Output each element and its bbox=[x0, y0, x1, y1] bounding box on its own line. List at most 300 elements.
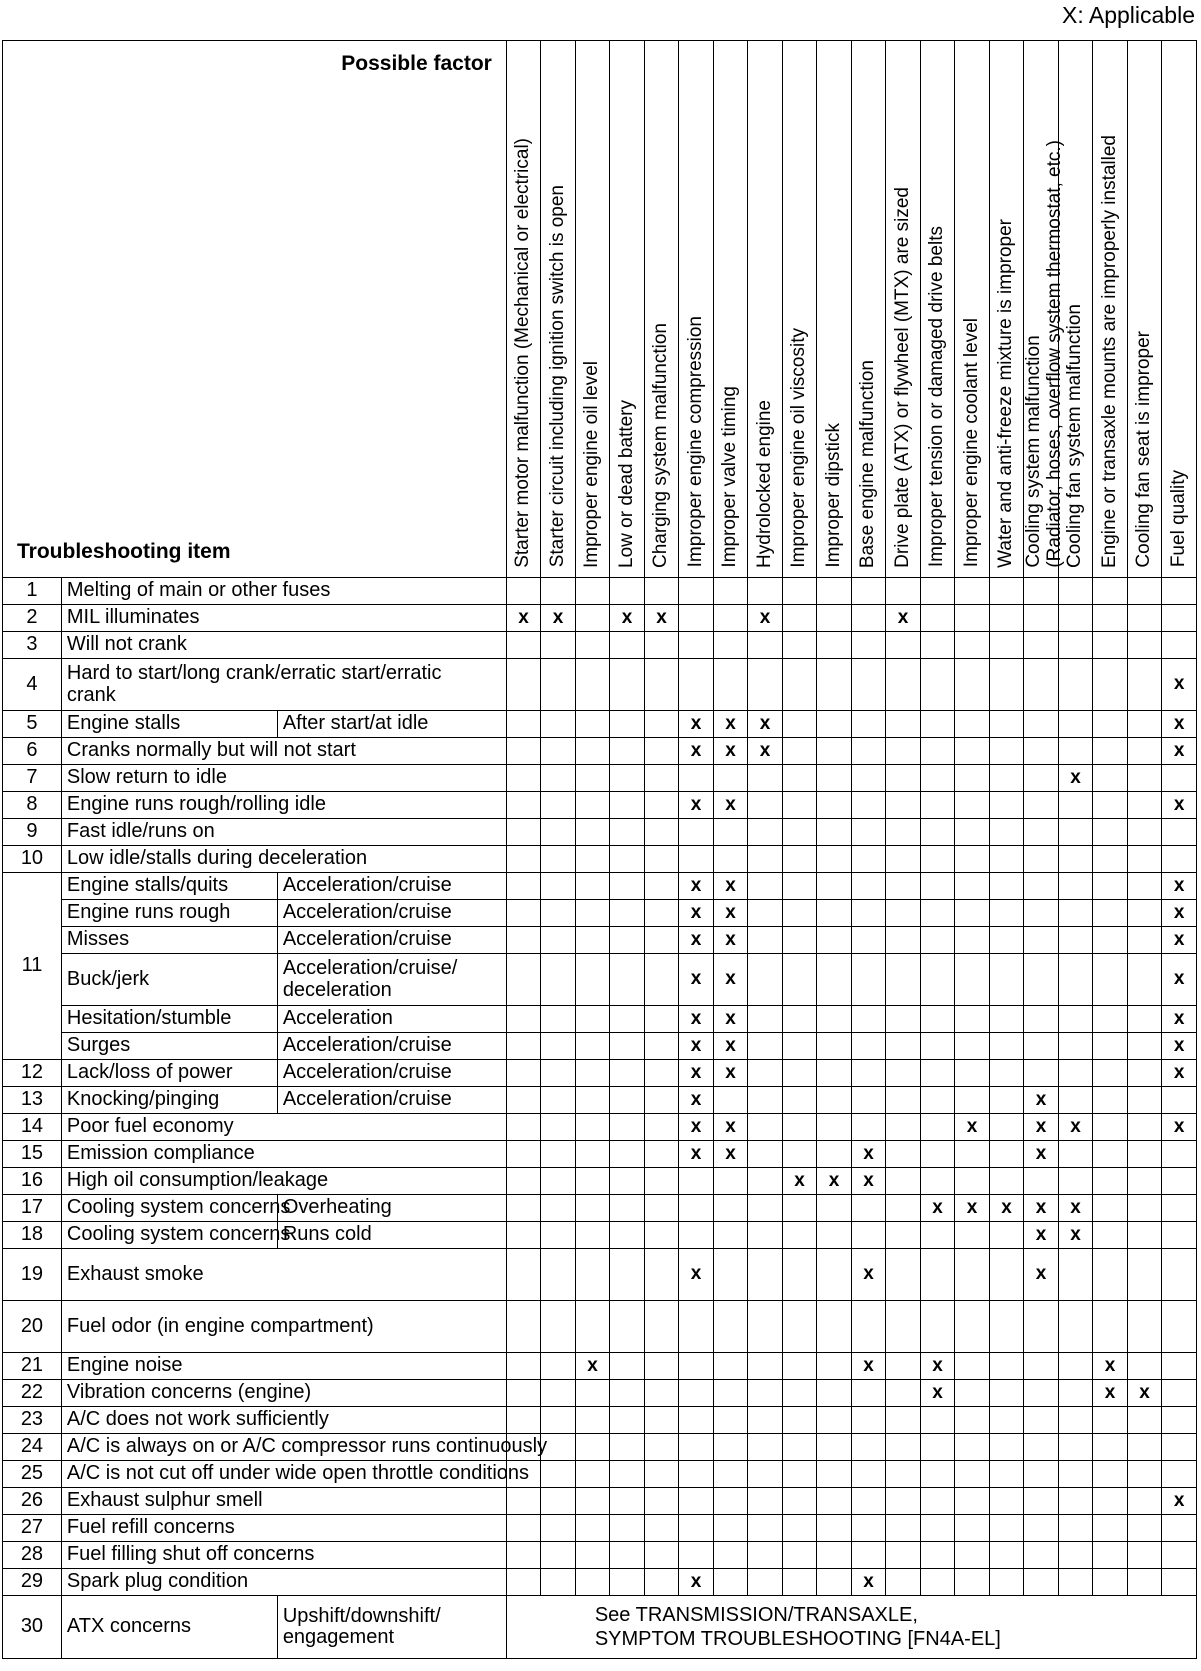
item-cell: Exhaust sulphur smell bbox=[61, 1488, 506, 1515]
mark-cell bbox=[748, 1301, 783, 1353]
mark-cell bbox=[575, 873, 610, 900]
item-cell: Melting of main or other fuses bbox=[61, 578, 506, 605]
mark-cell: x bbox=[920, 1380, 955, 1407]
mark-cell bbox=[782, 792, 817, 819]
mark-cell bbox=[989, 1033, 1024, 1060]
mark-cell bbox=[851, 819, 886, 846]
mark-cell bbox=[748, 1461, 783, 1488]
mark-cell bbox=[1058, 1434, 1093, 1461]
mark-cell bbox=[541, 711, 576, 738]
mark-cell: x bbox=[713, 711, 748, 738]
mark-cell bbox=[989, 900, 1024, 927]
mark-cell: x bbox=[1024, 1114, 1059, 1141]
mark-cell bbox=[920, 1141, 955, 1168]
mark-cell bbox=[1024, 1380, 1059, 1407]
mark-cell bbox=[748, 1195, 783, 1222]
mark-cell bbox=[1024, 900, 1059, 927]
mark-cell bbox=[989, 1434, 1024, 1461]
mark-cell: x bbox=[1058, 1222, 1093, 1249]
mark-cell bbox=[1024, 711, 1059, 738]
mark-cell bbox=[886, 738, 921, 765]
mark-cell bbox=[575, 846, 610, 873]
mark-cell bbox=[1058, 578, 1093, 605]
mark-cell bbox=[955, 711, 990, 738]
item-cell: Hesitation/stumble bbox=[61, 1006, 277, 1033]
mark-cell bbox=[1058, 1168, 1093, 1195]
row-number: 15 bbox=[3, 1141, 62, 1168]
mark-cell bbox=[541, 954, 576, 1006]
mark-cell bbox=[644, 954, 679, 1006]
mark-cell bbox=[851, 632, 886, 659]
mark-cell bbox=[713, 1380, 748, 1407]
mark-cell: x bbox=[713, 1006, 748, 1033]
item-cell: Fast idle/runs on bbox=[61, 819, 506, 846]
mark-cell bbox=[1024, 1542, 1059, 1569]
mark-cell bbox=[610, 927, 645, 954]
mark-cell bbox=[1058, 1087, 1093, 1114]
mark-cell bbox=[748, 927, 783, 954]
mark-cell bbox=[817, 1222, 852, 1249]
mark-cell bbox=[1127, 711, 1162, 738]
mark-cell bbox=[1162, 1249, 1197, 1301]
condition-cell: Acceleration/cruise bbox=[277, 1060, 506, 1087]
table-row bbox=[3, 846, 1197, 873]
mark-cell bbox=[748, 819, 783, 846]
mark-cell: x bbox=[1162, 1114, 1197, 1141]
mark-cell bbox=[817, 1461, 852, 1488]
mark-cell bbox=[610, 1407, 645, 1434]
factor-header-16 bbox=[1023, 41, 1066, 578]
mark-cell bbox=[955, 578, 990, 605]
mark-cell bbox=[644, 1006, 679, 1033]
mark-cell bbox=[748, 954, 783, 1006]
mark-cell bbox=[886, 1195, 921, 1222]
mark-cell bbox=[817, 1006, 852, 1033]
mark-cell bbox=[610, 1087, 645, 1114]
mark-cell bbox=[1093, 632, 1128, 659]
factor-header-8 bbox=[748, 41, 783, 578]
mark-cell bbox=[989, 1006, 1024, 1033]
factor-label-line2: (Radiator, hoses, overflow system thermostat, etc.) bbox=[1044, 139, 1066, 568]
mark-cell bbox=[886, 1249, 921, 1301]
row-number: 6 bbox=[3, 738, 62, 765]
mark-cell bbox=[1127, 1168, 1162, 1195]
mark-cell bbox=[506, 1569, 541, 1596]
mark-cell bbox=[989, 738, 1024, 765]
mark-cell bbox=[920, 1515, 955, 1542]
mark-cell bbox=[679, 659, 714, 711]
mark-cell bbox=[817, 954, 852, 1006]
mark-cell bbox=[748, 900, 783, 927]
mark-cell bbox=[1093, 765, 1128, 792]
item-cell: Misses bbox=[61, 927, 277, 954]
mark-cell bbox=[782, 873, 817, 900]
mark-cell bbox=[782, 927, 817, 954]
mark-cell bbox=[1127, 1461, 1162, 1488]
mark-cell bbox=[1127, 632, 1162, 659]
mark-cell bbox=[817, 1060, 852, 1087]
mark-cell bbox=[541, 1249, 576, 1301]
mark-cell bbox=[713, 765, 748, 792]
mark-cell bbox=[782, 765, 817, 792]
item-cell: Knocking/pinging bbox=[61, 1087, 277, 1114]
mark-cell: x bbox=[1162, 900, 1197, 927]
mark-cell bbox=[886, 632, 921, 659]
mark-cell bbox=[920, 711, 955, 738]
mark-cell bbox=[541, 578, 576, 605]
mark-cell bbox=[817, 1353, 852, 1380]
mark-cell bbox=[541, 1195, 576, 1222]
table-row bbox=[3, 954, 1197, 1006]
mark-cell bbox=[713, 1515, 748, 1542]
mark-cell: x bbox=[989, 1195, 1024, 1222]
mark-cell: x bbox=[1024, 1087, 1059, 1114]
mark-cell bbox=[1127, 578, 1162, 605]
mark-cell bbox=[1162, 1353, 1197, 1380]
table-row bbox=[3, 1006, 1197, 1033]
factor-header-4 bbox=[610, 41, 645, 578]
mark-cell bbox=[644, 1461, 679, 1488]
mark-cell: x bbox=[1162, 954, 1197, 1006]
mark-cell bbox=[1058, 659, 1093, 711]
condition-cell: Acceleration/cruise bbox=[277, 873, 506, 900]
mark-cell bbox=[920, 605, 955, 632]
mark-cell bbox=[782, 819, 817, 846]
factor-label: Drive plate (ATX) or flywheel (MTX) are sized bbox=[891, 186, 913, 568]
row-number: 27 bbox=[3, 1515, 62, 1542]
mark-cell bbox=[817, 819, 852, 846]
mark-cell bbox=[748, 578, 783, 605]
mark-cell bbox=[851, 954, 886, 1006]
mark-cell bbox=[541, 1380, 576, 1407]
mark-cell bbox=[886, 1380, 921, 1407]
item-cell: Engine runs rough/rolling idle bbox=[61, 792, 506, 819]
mark-cell bbox=[1127, 1195, 1162, 1222]
mark-cell bbox=[886, 1407, 921, 1434]
factor-header-7 bbox=[713, 41, 748, 578]
mark-cell bbox=[1093, 927, 1128, 954]
mark-cell: x bbox=[679, 927, 714, 954]
condition-cell: Acceleration bbox=[277, 1006, 506, 1033]
mark-cell bbox=[1058, 1006, 1093, 1033]
mark-cell bbox=[782, 1407, 817, 1434]
item-cell: Spark plug condition bbox=[61, 1569, 506, 1596]
mark-cell bbox=[851, 1114, 886, 1141]
mark-cell bbox=[782, 1380, 817, 1407]
mark-cell bbox=[989, 1569, 1024, 1596]
mark-cell bbox=[1058, 792, 1093, 819]
row-number: 14 bbox=[3, 1114, 62, 1141]
mark-cell bbox=[575, 1569, 610, 1596]
mark-cell bbox=[955, 927, 990, 954]
mark-cell: x bbox=[679, 1141, 714, 1168]
mark-cell bbox=[575, 1060, 610, 1087]
mark-cell bbox=[575, 1168, 610, 1195]
mark-cell bbox=[1058, 1542, 1093, 1569]
mark-cell bbox=[989, 1380, 1024, 1407]
mark-cell bbox=[575, 927, 610, 954]
mark-cell bbox=[1024, 632, 1059, 659]
mark-cell bbox=[989, 605, 1024, 632]
row-number: 25 bbox=[3, 1461, 62, 1488]
mark-cell bbox=[1127, 1222, 1162, 1249]
mark-cell bbox=[1127, 1114, 1162, 1141]
mark-cell bbox=[610, 1434, 645, 1461]
mark-cell bbox=[506, 1006, 541, 1033]
mark-cell bbox=[748, 792, 783, 819]
mark-cell bbox=[886, 792, 921, 819]
mark-cell bbox=[575, 1542, 610, 1569]
mark-cell bbox=[575, 578, 610, 605]
mark-cell bbox=[1024, 1301, 1059, 1353]
mark-cell bbox=[1093, 1006, 1128, 1033]
table-body bbox=[3, 578, 1197, 1659]
mark-cell bbox=[955, 792, 990, 819]
factor-label: Cooling fan system malfunction bbox=[1064, 303, 1086, 568]
table-row bbox=[3, 1301, 1197, 1353]
condition-cell: Overheating bbox=[277, 1195, 506, 1222]
mark-cell bbox=[1024, 738, 1059, 765]
mark-cell bbox=[1058, 819, 1093, 846]
mark-cell bbox=[610, 954, 645, 1006]
mark-cell bbox=[1127, 873, 1162, 900]
mark-cell bbox=[955, 1407, 990, 1434]
mark-cell: x bbox=[713, 873, 748, 900]
mark-cell: x bbox=[1162, 1488, 1197, 1515]
row-number: 30 bbox=[3, 1596, 62, 1659]
mark-cell bbox=[541, 1222, 576, 1249]
mark-cell: x bbox=[679, 1033, 714, 1060]
mark-cell bbox=[782, 1542, 817, 1569]
mark-cell bbox=[644, 1515, 679, 1542]
mark-cell bbox=[851, 1461, 886, 1488]
mark-cell bbox=[610, 1515, 645, 1542]
mark-cell bbox=[541, 927, 576, 954]
mark-cell bbox=[506, 1114, 541, 1141]
mark-cell bbox=[1093, 659, 1128, 711]
mark-cell: x bbox=[679, 1060, 714, 1087]
mark-cell bbox=[1162, 1569, 1197, 1596]
mark-cell bbox=[541, 1301, 576, 1353]
mark-cell bbox=[644, 873, 679, 900]
mark-cell bbox=[610, 1006, 645, 1033]
table-row bbox=[3, 819, 1197, 846]
mark-cell bbox=[644, 711, 679, 738]
header-corner bbox=[3, 41, 507, 578]
row-number: 16 bbox=[3, 1168, 62, 1195]
mark-cell bbox=[644, 1195, 679, 1222]
mark-cell bbox=[955, 1301, 990, 1353]
mark-cell: x bbox=[713, 927, 748, 954]
mark-cell bbox=[920, 1461, 955, 1488]
mark-cell bbox=[575, 1301, 610, 1353]
mark-cell: x bbox=[1162, 873, 1197, 900]
mark-cell bbox=[1162, 819, 1197, 846]
mark-cell: x bbox=[1058, 1114, 1093, 1141]
mark-cell bbox=[610, 765, 645, 792]
factor-label: Improper engine coolant level bbox=[960, 318, 982, 568]
mark-cell bbox=[713, 1488, 748, 1515]
mark-cell bbox=[851, 1006, 886, 1033]
factor-label: Fuel quality bbox=[1167, 470, 1189, 568]
mark-cell: x bbox=[851, 1353, 886, 1380]
row-number: 29 bbox=[3, 1569, 62, 1596]
mark-cell bbox=[920, 900, 955, 927]
mark-cell bbox=[1093, 954, 1128, 1006]
mark-cell bbox=[1127, 1301, 1162, 1353]
mark-cell bbox=[541, 632, 576, 659]
mark-cell bbox=[989, 1301, 1024, 1353]
item-cell: MIL illuminates bbox=[61, 605, 506, 632]
condition-cell: Acceleration/cruise bbox=[277, 900, 506, 927]
mark-cell bbox=[886, 819, 921, 846]
mark-cell bbox=[1058, 1141, 1093, 1168]
mark-cell bbox=[1093, 1569, 1128, 1596]
condition-cell: Acceleration/cruise bbox=[277, 1033, 506, 1060]
mark-cell bbox=[817, 1249, 852, 1301]
mark-cell bbox=[1024, 659, 1059, 711]
mark-cell bbox=[679, 1301, 714, 1353]
table-row bbox=[3, 659, 1197, 711]
mark-cell bbox=[1058, 1249, 1093, 1301]
mark-cell bbox=[886, 1461, 921, 1488]
mark-cell bbox=[920, 1006, 955, 1033]
mark-cell bbox=[644, 1569, 679, 1596]
mark-cell bbox=[644, 1249, 679, 1301]
mark-cell bbox=[644, 578, 679, 605]
mark-cell bbox=[1024, 605, 1059, 632]
mark-cell: x bbox=[644, 605, 679, 632]
mark-cell bbox=[506, 1087, 541, 1114]
mark-cell bbox=[851, 738, 886, 765]
mark-cell bbox=[851, 1301, 886, 1353]
factor-label: Starter motor malfunction (Mechanical or electrical) bbox=[512, 137, 534, 568]
mark-cell bbox=[644, 765, 679, 792]
mark-cell bbox=[541, 900, 576, 927]
mark-cell bbox=[817, 1515, 852, 1542]
mark-cell bbox=[817, 578, 852, 605]
mark-cell bbox=[817, 1569, 852, 1596]
mark-cell bbox=[748, 1542, 783, 1569]
mark-cell bbox=[1093, 1488, 1128, 1515]
mark-cell bbox=[575, 1488, 610, 1515]
mark-cell bbox=[920, 659, 955, 711]
mark-cell bbox=[1093, 1249, 1128, 1301]
mark-cell bbox=[679, 1515, 714, 1542]
mark-cell bbox=[679, 1434, 714, 1461]
mark-cell bbox=[886, 711, 921, 738]
factor-label: Improper engine compression bbox=[684, 316, 706, 568]
mark-cell bbox=[713, 1195, 748, 1222]
mark-cell bbox=[989, 1515, 1024, 1542]
item-cell: Fuel refill concerns bbox=[61, 1515, 506, 1542]
item-cell: ATX concerns bbox=[61, 1596, 277, 1659]
mark-cell bbox=[1127, 1407, 1162, 1434]
mark-cell bbox=[610, 1461, 645, 1488]
mark-cell: x bbox=[713, 900, 748, 927]
mark-cell bbox=[713, 1407, 748, 1434]
mark-cell: x bbox=[679, 900, 714, 927]
mark-cell bbox=[1162, 1434, 1197, 1461]
mark-cell bbox=[817, 738, 852, 765]
mark-cell bbox=[782, 1141, 817, 1168]
mark-cell bbox=[886, 1006, 921, 1033]
mark-cell: x bbox=[851, 1249, 886, 1301]
mark-cell bbox=[644, 1488, 679, 1515]
mark-cell bbox=[989, 578, 1024, 605]
mark-cell bbox=[679, 632, 714, 659]
mark-cell bbox=[748, 1407, 783, 1434]
mark-cell bbox=[955, 632, 990, 659]
row-number: 18 bbox=[3, 1222, 62, 1249]
item-cell: Surges bbox=[61, 1033, 277, 1060]
mark-cell bbox=[955, 1222, 990, 1249]
mark-cell bbox=[713, 1434, 748, 1461]
mark-cell bbox=[1058, 1060, 1093, 1087]
mark-cell bbox=[989, 954, 1024, 1006]
mark-cell: x bbox=[782, 1168, 817, 1195]
mark-cell: x bbox=[886, 605, 921, 632]
mark-cell bbox=[506, 659, 541, 711]
mark-cell bbox=[920, 1407, 955, 1434]
mark-cell bbox=[679, 1488, 714, 1515]
mark-cell bbox=[782, 1006, 817, 1033]
mark-cell: x bbox=[713, 738, 748, 765]
mark-cell bbox=[1093, 792, 1128, 819]
mark-cell bbox=[955, 1515, 990, 1542]
mark-cell bbox=[1058, 927, 1093, 954]
factor-header-10 bbox=[817, 41, 852, 578]
table-row bbox=[3, 1114, 1197, 1141]
factor-header-11 bbox=[851, 41, 886, 578]
condition-cell: Acceleration/cruise bbox=[277, 927, 506, 954]
table-row bbox=[3, 632, 1197, 659]
mark-cell bbox=[541, 1060, 576, 1087]
mark-cell bbox=[541, 1087, 576, 1114]
mark-cell: x bbox=[713, 1033, 748, 1060]
factor-label: Hydrolocked engine bbox=[753, 399, 775, 568]
mark-cell bbox=[817, 711, 852, 738]
mark-cell bbox=[748, 1060, 783, 1087]
mark-cell bbox=[886, 1168, 921, 1195]
mark-cell bbox=[782, 954, 817, 1006]
mark-cell: x bbox=[679, 1249, 714, 1301]
table-row bbox=[3, 711, 1197, 738]
mark-cell bbox=[1024, 954, 1059, 1006]
mark-cell bbox=[1127, 1033, 1162, 1060]
header-row bbox=[3, 41, 1197, 578]
mark-cell bbox=[506, 738, 541, 765]
mark-cell: x bbox=[1093, 1380, 1128, 1407]
mark-cell bbox=[1058, 632, 1093, 659]
mark-cell bbox=[644, 1380, 679, 1407]
mark-cell bbox=[575, 765, 610, 792]
mark-cell bbox=[1127, 900, 1162, 927]
mark-cell bbox=[541, 659, 576, 711]
mark-cell bbox=[575, 1380, 610, 1407]
mark-cell: x bbox=[713, 1060, 748, 1087]
mark-cell bbox=[1093, 1033, 1128, 1060]
mark-cell bbox=[610, 1033, 645, 1060]
mark-cell bbox=[506, 1033, 541, 1060]
mark-cell bbox=[817, 1301, 852, 1353]
mark-cell bbox=[575, 819, 610, 846]
mark-cell bbox=[506, 1195, 541, 1222]
mark-cell bbox=[610, 873, 645, 900]
mark-cell bbox=[506, 632, 541, 659]
mark-cell bbox=[1162, 632, 1197, 659]
mark-cell bbox=[989, 1222, 1024, 1249]
